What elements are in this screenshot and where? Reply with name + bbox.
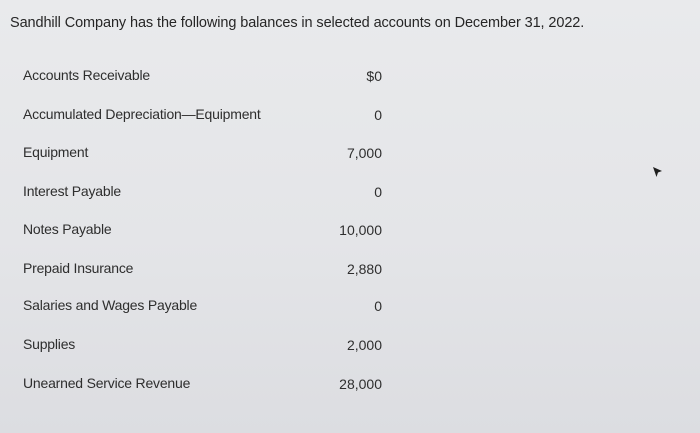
account-amount: 0 (374, 107, 382, 123)
account-name: Notes Payable (23, 221, 112, 237)
account-amount: 7,000 (346, 145, 382, 161)
account-name: Accounts Receivable (23, 67, 150, 83)
table-row (0, 106, 700, 144)
account-amount: 0 (374, 184, 382, 200)
table-row (0, 297, 700, 335)
account-name: Equipment (23, 144, 89, 160)
account-name: Interest Payable (23, 183, 121, 199)
table-row (0, 183, 700, 221)
table-row (0, 375, 700, 413)
account-amount: 0 (374, 298, 382, 314)
account-name: Salaries and Wages Payable (23, 297, 198, 313)
account-name: Prepaid Insurance (23, 260, 134, 276)
account-amount: 2,880 (346, 261, 382, 277)
account-amount: 2,000 (346, 337, 382, 353)
table-row (0, 260, 700, 298)
table-row (0, 221, 700, 259)
table-row (0, 336, 700, 374)
problem-statement: Sandhill Company has the following balances in selected accounts on December 31, 2022. (10, 15, 585, 31)
table-row (0, 144, 700, 182)
table-row (0, 67, 700, 105)
account-name: Unearned Service Revenue (23, 375, 191, 391)
account-amount: 10,000 (339, 222, 382, 238)
account-name: Supplies (23, 336, 76, 352)
account-amount: 28,000 (339, 376, 382, 392)
mouse-pointer-icon (651, 166, 663, 178)
account-amount: $0 (366, 68, 382, 84)
account-name: Accumulated Depreciation—Equipment (23, 106, 261, 122)
